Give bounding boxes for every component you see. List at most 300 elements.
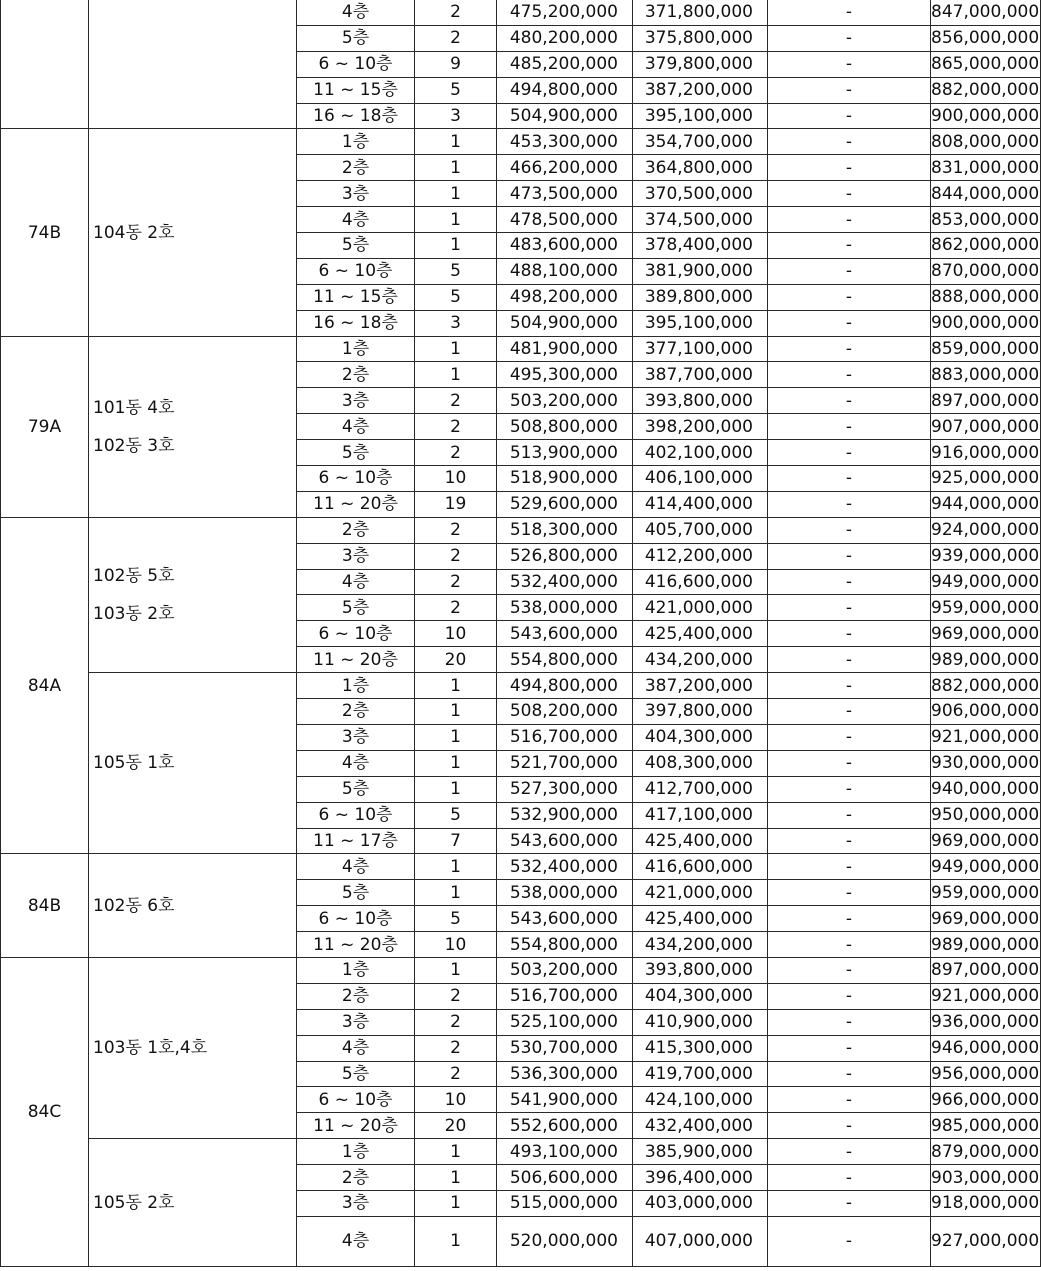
count-cell: 1: [415, 336, 497, 362]
floor-cell: 2층: [297, 699, 415, 725]
floor-cell: 5층: [297, 440, 415, 466]
option-cell: -: [768, 647, 931, 673]
option-cell: -: [768, 233, 931, 259]
count-cell: 1: [415, 1216, 497, 1266]
count-cell: 1: [415, 880, 497, 906]
count-cell: 2: [415, 983, 497, 1009]
floor-cell: 3층: [297, 388, 415, 414]
land-price-cell: 532,900,000: [497, 802, 633, 828]
count-cell: 2: [415, 569, 497, 595]
unit-cell: [89, 957, 297, 1138]
option-cell: -: [768, 284, 931, 310]
building-price-cell: 364,800,000: [633, 155, 768, 181]
building-price-cell: 408,300,000: [633, 750, 768, 776]
total-price-cell: 949,000,000: [931, 569, 1041, 595]
floor-cell: 11 ~ 20층: [297, 932, 415, 958]
option-cell: -: [768, 802, 931, 828]
count-cell: 2: [415, 1035, 497, 1061]
type-cell: 79A: [1, 336, 89, 517]
option-cell: -: [768, 543, 931, 569]
floor-cell: 1층: [297, 1139, 415, 1165]
count-cell: 2: [415, 414, 497, 440]
table-row: [1, 1139, 1041, 1165]
building-price-cell: 375,800,000: [633, 25, 768, 51]
count-cell: 10: [415, 466, 497, 492]
floor-cell: 5층: [297, 880, 415, 906]
type-cell: 74B: [1, 129, 89, 336]
option-cell: -: [768, 906, 931, 932]
option-cell: -: [768, 1087, 931, 1113]
table-row: [1, 129, 1041, 155]
count-cell: 5: [415, 802, 497, 828]
option-cell: -: [768, 0, 931, 25]
floor-cell: 3층: [297, 724, 415, 750]
building-price-cell: 419,700,000: [633, 1061, 768, 1087]
building-price-cell: 424,100,000: [633, 1087, 768, 1113]
land-price-cell: 525,100,000: [497, 1009, 633, 1035]
total-price-cell: 856,000,000: [931, 25, 1041, 51]
unit-cell: [89, 336, 297, 517]
floor-cell: 5층: [297, 595, 415, 621]
count-cell: 1: [415, 129, 497, 155]
count-cell: 1: [415, 776, 497, 802]
floor-cell: 4층: [297, 854, 415, 880]
land-price-cell: 552,600,000: [497, 1113, 633, 1139]
option-cell: -: [768, 207, 931, 233]
land-price-cell: 504,900,000: [497, 310, 633, 336]
land-price-cell: 532,400,000: [497, 854, 633, 880]
building-price-cell: 397,800,000: [633, 699, 768, 725]
building-price-cell: 415,300,000: [633, 1035, 768, 1061]
building-price-cell: 425,400,000: [633, 906, 768, 932]
count-cell: 1: [415, 155, 497, 181]
floor-cell: 1층: [297, 129, 415, 155]
floor-cell: 4층: [297, 0, 415, 25]
land-price-cell: 453,300,000: [497, 129, 633, 155]
floor-cell: 4층: [297, 207, 415, 233]
land-price-cell: 506,600,000: [497, 1165, 633, 1191]
count-cell: 1: [415, 362, 497, 388]
building-price-cell: 370,500,000: [633, 181, 768, 207]
land-price-cell: 478,500,000: [497, 207, 633, 233]
count-cell: 5: [415, 284, 497, 310]
land-price-cell: 494,800,000: [497, 77, 633, 103]
option-cell: -: [768, 129, 931, 155]
land-price-cell: 536,300,000: [497, 1061, 633, 1087]
price-table-body: [1, 0, 1041, 1266]
land-price-cell: 493,100,000: [497, 1139, 633, 1165]
option-cell: -: [768, 1035, 931, 1061]
unit-label: 102동 3호: [93, 435, 175, 456]
total-price-cell: 879,000,000: [931, 1139, 1041, 1165]
unit-cell: [89, 517, 297, 672]
building-price-cell: 417,100,000: [633, 802, 768, 828]
land-price-cell: 508,800,000: [497, 414, 633, 440]
building-price-cell: 405,700,000: [633, 517, 768, 543]
count-cell: 10: [415, 621, 497, 647]
floor-cell: 4층: [297, 569, 415, 595]
building-price-cell: 404,300,000: [633, 724, 768, 750]
type-cell: 84C: [1, 957, 89, 1266]
option-cell: -: [768, 336, 931, 362]
building-price-cell: 393,800,000: [633, 388, 768, 414]
building-price-cell: 434,200,000: [633, 932, 768, 958]
land-price-cell: 543,600,000: [497, 621, 633, 647]
floor-cell: 6 ~ 10층: [297, 906, 415, 932]
floor-cell: 6 ~ 10층: [297, 51, 415, 77]
land-price-cell: 498,200,000: [497, 284, 633, 310]
option-cell: -: [768, 1113, 931, 1139]
floor-cell: 6 ~ 10층: [297, 1087, 415, 1113]
land-price-cell: 483,600,000: [497, 233, 633, 259]
total-price-cell: 907,000,000: [931, 414, 1041, 440]
total-price-cell: 853,000,000: [931, 207, 1041, 233]
table-row: [1, 673, 1041, 699]
option-cell: -: [768, 595, 931, 621]
option-cell: -: [768, 517, 931, 543]
land-price-cell: 473,500,000: [497, 181, 633, 207]
count-cell: 5: [415, 258, 497, 284]
total-price-cell: 808,000,000: [931, 129, 1041, 155]
land-price-cell: 518,300,000: [497, 517, 633, 543]
floor-cell: 5층: [297, 233, 415, 259]
option-cell: -: [768, 491, 931, 517]
total-price-cell: 925,000,000: [931, 466, 1041, 492]
total-price-cell: 865,000,000: [931, 51, 1041, 77]
option-cell: -: [768, 1139, 931, 1165]
land-price-cell: 481,900,000: [497, 336, 633, 362]
land-price-cell: 538,000,000: [497, 595, 633, 621]
option-cell: -: [768, 724, 931, 750]
option-cell: -: [768, 310, 931, 336]
floor-cell: 2층: [297, 155, 415, 181]
building-price-cell: 410,900,000: [633, 1009, 768, 1035]
land-price-cell: 488,100,000: [497, 258, 633, 284]
floor-cell: 6 ~ 10층: [297, 466, 415, 492]
unit-label: 102동 5호: [93, 565, 175, 586]
land-price-cell: 521,700,000: [497, 750, 633, 776]
total-price-cell: 946,000,000: [931, 1035, 1041, 1061]
option-cell: -: [768, 77, 931, 103]
option-cell: -: [768, 957, 931, 983]
building-price-cell: 395,100,000: [633, 310, 768, 336]
count-cell: 7: [415, 828, 497, 854]
total-price-cell: 870,000,000: [931, 258, 1041, 284]
total-price-cell: 831,000,000: [931, 155, 1041, 181]
count-cell: 2: [415, 25, 497, 51]
total-price-cell: 862,000,000: [931, 233, 1041, 259]
count-cell: 20: [415, 1113, 497, 1139]
count-cell: 10: [415, 932, 497, 958]
type-cell: 84B: [1, 854, 89, 958]
land-price-cell: 543,600,000: [497, 828, 633, 854]
count-cell: 2: [415, 440, 497, 466]
count-cell: 20: [415, 647, 497, 673]
unit-label: 105동 1호: [93, 753, 175, 774]
total-price-cell: 921,000,000: [931, 983, 1041, 1009]
total-price-cell: 950,000,000: [931, 802, 1041, 828]
floor-cell: 4층: [297, 414, 415, 440]
count-cell: 10: [415, 1087, 497, 1113]
count-cell: 1: [415, 1139, 497, 1165]
building-price-cell: 395,100,000: [633, 103, 768, 129]
count-cell: 5: [415, 906, 497, 932]
count-cell: 2: [415, 543, 497, 569]
building-price-cell: 412,200,000: [633, 543, 768, 569]
total-price-cell: 940,000,000: [931, 776, 1041, 802]
unit-label: 104동 2호: [93, 222, 175, 243]
total-price-cell: 897,000,000: [931, 957, 1041, 983]
total-price-cell: 882,000,000: [931, 673, 1041, 699]
total-price-cell: 969,000,000: [931, 621, 1041, 647]
total-price-cell: 956,000,000: [931, 1061, 1041, 1087]
building-price-cell: 371,800,000: [633, 0, 768, 25]
option-cell: -: [768, 25, 931, 51]
building-price-cell: 416,600,000: [633, 569, 768, 595]
building-price-cell: 393,800,000: [633, 957, 768, 983]
count-cell: 2: [415, 1009, 497, 1035]
floor-cell: 1층: [297, 673, 415, 699]
option-cell: -: [768, 750, 931, 776]
building-price-cell: 412,700,000: [633, 776, 768, 802]
option-cell: -: [768, 776, 931, 802]
total-price-cell: 989,000,000: [931, 647, 1041, 673]
building-price-cell: 404,300,000: [633, 983, 768, 1009]
total-price-cell: 936,000,000: [931, 1009, 1041, 1035]
land-price-cell: 494,800,000: [497, 673, 633, 699]
count-cell: 3: [415, 310, 497, 336]
total-price-cell: 916,000,000: [931, 440, 1041, 466]
floor-cell: 11 ~ 15층: [297, 77, 415, 103]
total-price-cell: 900,000,000: [931, 310, 1041, 336]
unit-cell: [89, 1139, 297, 1267]
building-price-cell: 398,200,000: [633, 414, 768, 440]
land-price-cell: 541,900,000: [497, 1087, 633, 1113]
floor-cell: 16 ~ 18층: [297, 310, 415, 336]
option-cell: -: [768, 1216, 931, 1266]
floor-cell: 3층: [297, 181, 415, 207]
count-cell: 2: [415, 595, 497, 621]
option-cell: -: [768, 569, 931, 595]
building-price-cell: 354,700,000: [633, 129, 768, 155]
land-price-cell: 508,200,000: [497, 699, 633, 725]
land-price-cell: 503,200,000: [497, 388, 633, 414]
building-price-cell: 406,100,000: [633, 466, 768, 492]
floor-cell: 4층: [297, 1216, 415, 1266]
total-price-cell: 939,000,000: [931, 543, 1041, 569]
floor-cell: 4층: [297, 750, 415, 776]
floor-cell: 1층: [297, 336, 415, 362]
land-price-cell: 529,600,000: [497, 491, 633, 517]
count-cell: 1: [415, 1165, 497, 1191]
building-price-cell: 432,400,000: [633, 1113, 768, 1139]
table-row: [1, 336, 1041, 362]
count-cell: 1: [415, 207, 497, 233]
total-price-cell: 927,000,000: [931, 1216, 1041, 1266]
option-cell: -: [768, 854, 931, 880]
count-cell: 1: [415, 854, 497, 880]
count-cell: 1: [415, 750, 497, 776]
total-price-cell: 903,000,000: [931, 1165, 1041, 1191]
total-price-cell: 959,000,000: [931, 880, 1041, 906]
floor-cell: 16 ~ 18층: [297, 103, 415, 129]
total-price-cell: 847,000,000: [931, 0, 1041, 25]
floor-cell: 11 ~ 15층: [297, 284, 415, 310]
total-price-cell: 897,000,000: [931, 388, 1041, 414]
floor-cell: 3층: [297, 543, 415, 569]
building-price-cell: 425,400,000: [633, 828, 768, 854]
building-price-cell: 381,900,000: [633, 258, 768, 284]
total-price-cell: 882,000,000: [931, 77, 1041, 103]
floor-cell: 6 ~ 10층: [297, 802, 415, 828]
building-price-cell: 434,200,000: [633, 647, 768, 673]
option-cell: -: [768, 51, 931, 77]
total-price-cell: 906,000,000: [931, 699, 1041, 725]
building-price-cell: 414,400,000: [633, 491, 768, 517]
unit-cell: [89, 129, 297, 336]
count-cell: 1: [415, 1190, 497, 1216]
floor-cell: 5층: [297, 776, 415, 802]
building-price-cell: 425,400,000: [633, 621, 768, 647]
floor-cell: 11 ~ 20층: [297, 1113, 415, 1139]
unit-cell: [89, 0, 297, 129]
total-price-cell: 966,000,000: [931, 1087, 1041, 1113]
count-cell: 1: [415, 724, 497, 750]
option-cell: -: [768, 880, 931, 906]
count-cell: 1: [415, 233, 497, 259]
land-price-cell: 515,000,000: [497, 1190, 633, 1216]
land-price-cell: 520,000,000: [497, 1216, 633, 1266]
building-price-cell: 421,000,000: [633, 595, 768, 621]
land-price-cell: 532,400,000: [497, 569, 633, 595]
count-cell: 1: [415, 181, 497, 207]
floor-cell: 1층: [297, 957, 415, 983]
count-cell: 1: [415, 699, 497, 725]
count-cell: 3: [415, 103, 497, 129]
building-price-cell: 378,400,000: [633, 233, 768, 259]
floor-cell: 11 ~ 17층: [297, 828, 415, 854]
building-price-cell: 416,600,000: [633, 854, 768, 880]
building-price-cell: 385,900,000: [633, 1139, 768, 1165]
option-cell: -: [768, 181, 931, 207]
option-cell: -: [768, 983, 931, 1009]
total-price-cell: 921,000,000: [931, 724, 1041, 750]
total-price-cell: 924,000,000: [931, 517, 1041, 543]
option-cell: -: [768, 414, 931, 440]
building-price-cell: 387,700,000: [633, 362, 768, 388]
unit-label: 103동 2호: [93, 603, 175, 624]
total-price-cell: 888,000,000: [931, 284, 1041, 310]
total-price-cell: 985,000,000: [931, 1113, 1041, 1139]
total-price-cell: 859,000,000: [931, 336, 1041, 362]
table-row: [1, 517, 1041, 543]
floor-cell: 5층: [297, 1061, 415, 1087]
option-cell: -: [768, 388, 931, 414]
floor-cell: 2층: [297, 1165, 415, 1191]
building-price-cell: 421,000,000: [633, 880, 768, 906]
building-price-cell: 402,100,000: [633, 440, 768, 466]
land-price-cell: 527,300,000: [497, 776, 633, 802]
land-price-cell: 530,700,000: [497, 1035, 633, 1061]
total-price-cell: 969,000,000: [931, 828, 1041, 854]
total-price-cell: 959,000,000: [931, 595, 1041, 621]
floor-cell: 11 ~ 20층: [297, 647, 415, 673]
floor-cell: 5층: [297, 25, 415, 51]
option-cell: -: [768, 155, 931, 181]
land-price-cell: 513,900,000: [497, 440, 633, 466]
total-price-cell: 969,000,000: [931, 906, 1041, 932]
option-cell: -: [768, 621, 931, 647]
unit-label: 102동 6호: [93, 895, 175, 916]
type-cell: [1, 0, 89, 129]
count-cell: 19: [415, 491, 497, 517]
building-price-cell: 387,200,000: [633, 77, 768, 103]
option-cell: -: [768, 828, 931, 854]
building-price-cell: 407,000,000: [633, 1216, 768, 1266]
option-cell: -: [768, 440, 931, 466]
count-cell: 2: [415, 1061, 497, 1087]
land-price-cell: 554,800,000: [497, 932, 633, 958]
building-price-cell: 387,200,000: [633, 673, 768, 699]
option-cell: -: [768, 258, 931, 284]
unit-label: 105동 2호: [93, 1192, 175, 1213]
unit-label: 101동 4호: [93, 397, 175, 418]
option-cell: -: [768, 1190, 931, 1216]
total-price-cell: 944,000,000: [931, 491, 1041, 517]
floor-cell: 3층: [297, 1009, 415, 1035]
total-price-cell: 844,000,000: [931, 181, 1041, 207]
land-price-cell: 485,200,000: [497, 51, 633, 77]
floor-cell: 11 ~ 20층: [297, 491, 415, 517]
building-price-cell: 403,000,000: [633, 1190, 768, 1216]
table-row: [1, 854, 1041, 880]
option-cell: -: [768, 466, 931, 492]
count-cell: 2: [415, 517, 497, 543]
option-cell: -: [768, 1061, 931, 1087]
building-price-cell: 379,800,000: [633, 51, 768, 77]
total-price-cell: 930,000,000: [931, 750, 1041, 776]
unit-cell: [89, 854, 297, 958]
land-price-cell: 466,200,000: [497, 155, 633, 181]
land-price-cell: 516,700,000: [497, 724, 633, 750]
option-cell: -: [768, 103, 931, 129]
count-cell: 9: [415, 51, 497, 77]
land-price-cell: 526,800,000: [497, 543, 633, 569]
land-price-cell: 516,700,000: [497, 983, 633, 1009]
land-price-cell: 518,900,000: [497, 466, 633, 492]
floor-cell: 6 ~ 10층: [297, 621, 415, 647]
option-cell: -: [768, 1009, 931, 1035]
count-cell: 5: [415, 77, 497, 103]
land-price-cell: 543,600,000: [497, 906, 633, 932]
total-price-cell: 883,000,000: [931, 362, 1041, 388]
land-price-cell: 503,200,000: [497, 957, 633, 983]
land-price-cell: 504,900,000: [497, 103, 633, 129]
building-price-cell: 396,400,000: [633, 1165, 768, 1191]
floor-cell: 6 ~ 10층: [297, 258, 415, 284]
floor-cell: 2층: [297, 517, 415, 543]
option-cell: -: [768, 362, 931, 388]
floor-cell: 4층: [297, 1035, 415, 1061]
option-cell: -: [768, 1165, 931, 1191]
building-price-cell: 389,800,000: [633, 284, 768, 310]
land-price-cell: 554,800,000: [497, 647, 633, 673]
total-price-cell: 989,000,000: [931, 932, 1041, 958]
type-cell: 84A: [1, 517, 89, 854]
land-price-cell: 480,200,000: [497, 25, 633, 51]
building-price-cell: 374,500,000: [633, 207, 768, 233]
floor-cell: 2층: [297, 362, 415, 388]
